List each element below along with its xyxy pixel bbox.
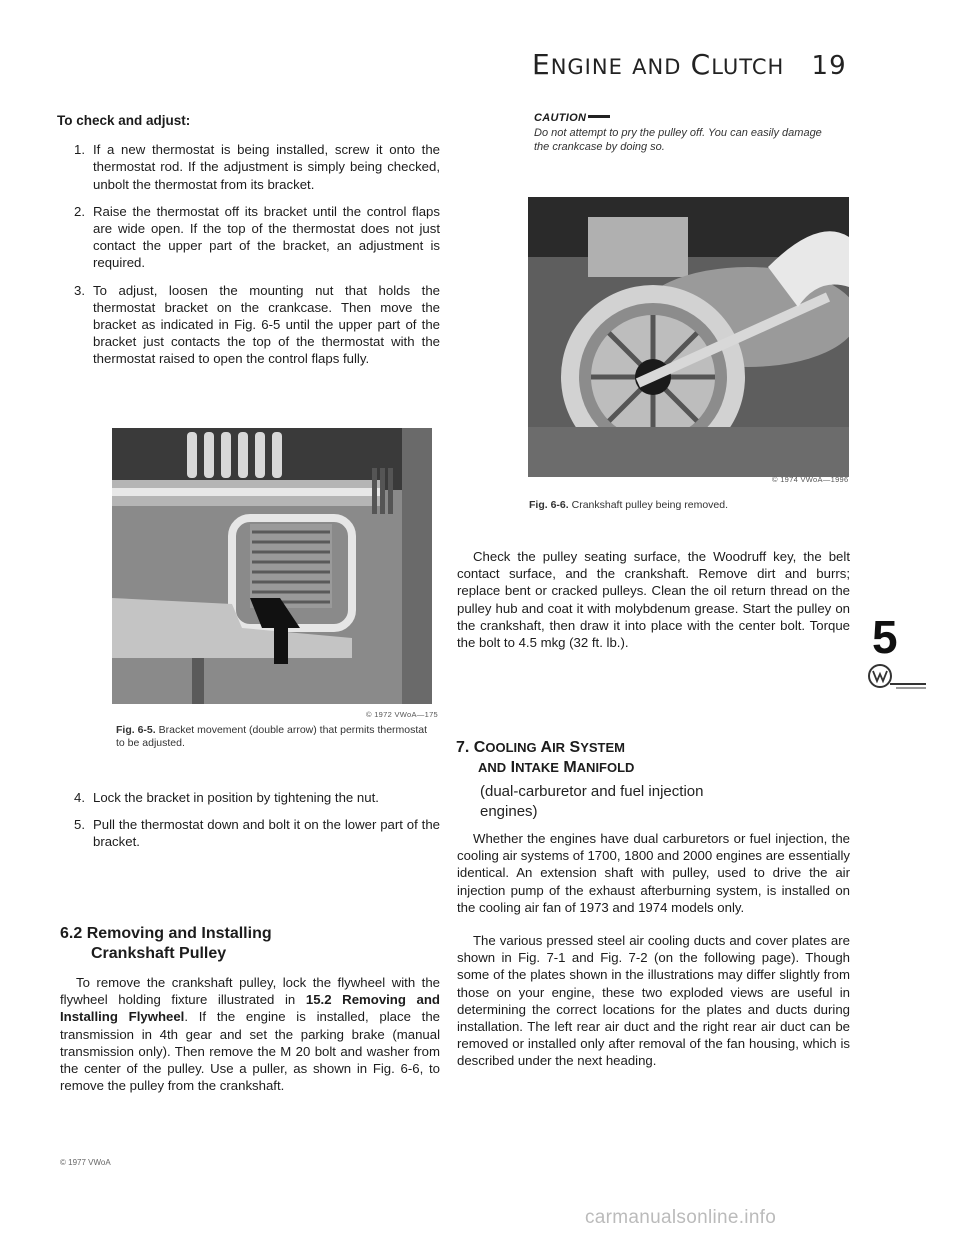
step-number: 4.: [74, 790, 85, 805]
check-adjust-section: [57, 112, 440, 378]
figure-6-6-photo: [528, 197, 849, 477]
watermark: carmanualsonline.info: [585, 1207, 777, 1228]
chapter-tab-number: 5: [872, 611, 898, 663]
steps-list-2: [74, 789, 440, 851]
steps-list-1: [74, 141, 440, 367]
body-paragraph: The various pressed steel air cooling ducts and cover plates are shown in Fig. 7-1 and Fig. 7-2 (on the following page). Though some of the plates shown in the illustrations may differ slightly from those on your engine, these two exploded views are useful in determining the correct locations for the plates and ducts during installation. The left rear air duct and the right rear air duct can be removed or installed only after removal of the fan housing, which is described under the next heading.: [457, 933, 850, 1069]
section-7-heading: 7. COOLING AIR SYSTEM AND INTAKE MANIFOLD: [456, 739, 635, 776]
section-7-subtitle: (dual-carburetor and fuel injection engines): [480, 783, 704, 820]
section-number: 6.2: [60, 925, 83, 942]
step-item: [74, 203, 440, 272]
body-paragraph: Check the pulley seating surface, the Woodruff key, the belt contact surface, and the crankshaft. Remove dirt and burrs; replace bent or cracked pulleys. Clean the oil return thread on the pulley hub and coat it with molybdenum grease. Start the pulley on the crankshaft, then draw it into place with the center bolt. Torque the bolt to 4.5 mkg (32 ft. lb.).: [457, 549, 850, 651]
cross-reference: 15.2 Removing and Installing Flywheel: [60, 992, 440, 1025]
steps-list-2-block: [60, 789, 440, 861]
section-title-line: Crankshaft Pulley: [91, 945, 227, 962]
crankshaft-pulley-illustration: [528, 197, 849, 477]
caption-label: Fig. 6-5.: [116, 724, 156, 736]
caption-label: Fig. 6-6.: [529, 499, 569, 511]
check-heading: To check and adjust:: [57, 113, 191, 128]
caution-heading: CAUTION: [534, 108, 824, 126]
vw-logo-icon: [868, 664, 928, 695]
pulley-check-block: [457, 548, 850, 651]
step-number: 5.: [74, 817, 85, 833]
figure-6-6-caption: [529, 499, 849, 512]
body-paragraph: Whether the engines have dual carburetors or fuel injection, the cooling air systems of 1700, 1800 and 2000 engines are essentially identical. An extension shaft with pulley, used to drive the air injection pump of the exhaust afterburning system, is installed on the cooling air fan of 1973 and 1974 models only.: [457, 831, 850, 915]
section-number: 7.: [456, 739, 470, 756]
step-number: 3.: [74, 282, 85, 298]
caution-text: Do not attempt to pry the pulley off. You can easily damage the crankcase by doing so.: [534, 127, 822, 153]
body-paragraph: To remove the crankshaft pulley, lock the flywheel with the flywheel holding fixture illustrated in 15.2 Removing and Installing Flywheel. If the engine is installed, place the transmission in 4th gear and set the parking brake (manual transmission only). Then remove the M 20 bolt and washer from the center of the pulley. Use a puller, as shown in Fig. 6-6, to remove the pulley from the crankshaft.: [60, 975, 440, 1094]
section-title-line: Removing and Installing: [86, 925, 272, 942]
step-text: Lock the bracket in position by tightening the nut.: [93, 790, 379, 805]
figure-6-5-credit: © 1972 VWoA—175: [366, 710, 439, 719]
figure-6-5-caption: [116, 724, 436, 750]
crankshaft-pulley-body: [60, 974, 440, 1094]
step-item: [74, 141, 440, 193]
copyright-notice: © 1977 VWoA: [60, 1158, 111, 1167]
step-text: To adjust, loosen the mounting nut that holds the thermostat bracket on the crankcase. Then move the bracket as indicated in Fig. 6-5 until the upper part of the bracket just contacts the top of the thermostat with the thermostat raised to open the control flaps fully.: [93, 282, 440, 367]
cooling-air-body: [457, 830, 850, 1070]
header-letter: E: [532, 48, 551, 81]
section-6-2-heading: [60, 924, 272, 964]
caution-rule: [588, 115, 610, 118]
step-item: [74, 789, 440, 806]
step-text: Raise the thermostat off its bracket until the control flaps are wide open. If the top of the thermostat does not just contact the upper part of the bracket, an adjustment is required.: [93, 203, 440, 271]
page-number: 19: [811, 51, 847, 81]
step-text: Pull the thermostat down and bolt it on the lower part of the bracket.: [93, 817, 440, 850]
caption-text: Bracket movement (double arrow) that permits thermostat to be adjusted.: [116, 724, 428, 749]
step-item: [74, 282, 440, 368]
step-number: 2.: [74, 203, 85, 219]
step-text: If a new thermostat is being installed, screw it onto the thermostat rod. If the adjustment is simply being checked, unbolt the thermostat from its bracket.: [93, 142, 440, 192]
header-word: LUTCH: [711, 55, 785, 79]
thermostat-bracket-illustration: [112, 428, 432, 704]
figure-6-6-credit: © 1974 VWoA—1996: [772, 475, 849, 484]
step-number: 1.: [74, 142, 85, 158]
header-word: AND: [632, 55, 682, 79]
step-item: [74, 816, 440, 850]
figure-6-5-photo: [112, 428, 432, 704]
caption-text: Crankshaft pulley being removed.: [571, 499, 729, 511]
header-word: NGINE: [550, 55, 623, 79]
caution-box: [534, 108, 824, 154]
header-letter: C: [690, 48, 712, 81]
page-header: [532, 48, 847, 81]
